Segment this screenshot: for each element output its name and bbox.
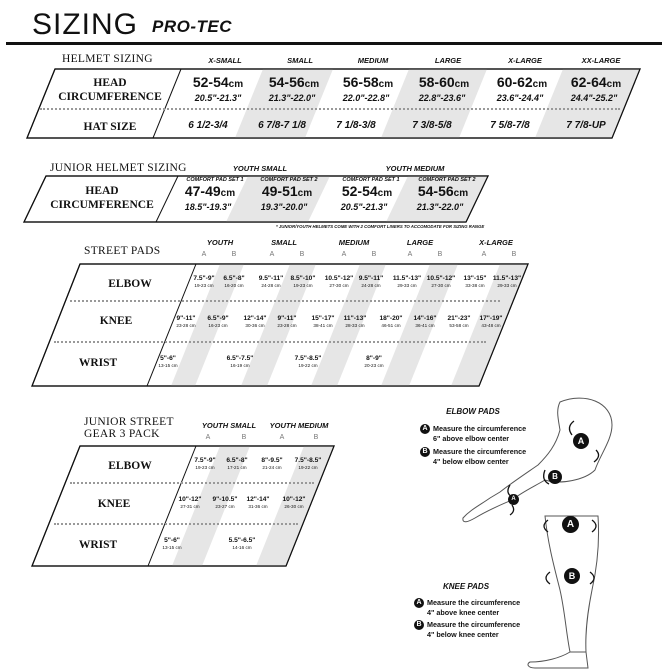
street-ab-b: B (437, 251, 443, 258)
street-elbow-large-a: 11.5"-13" 29-33 cm (392, 275, 422, 288)
street-row-elbow: ELBOW (108, 278, 152, 290)
street-size-medium: MEDIUM (338, 238, 370, 247)
street-size-youth: YOUTH (206, 238, 234, 247)
junior-pad-4: COMFORT PAD SET 2 (418, 177, 476, 183)
helmet-size-xl: X-LARGE (508, 56, 542, 65)
jstreet-title-2: GEAR 3 PACK (84, 428, 160, 440)
junior-pad-1: COMFORT PAD SET 1 (186, 177, 244, 183)
helmet-cm-xs: 52-54cm (192, 74, 244, 90)
jstreet-row-knee: KNEE (97, 498, 131, 510)
street-knee-large-a: 18"-20" 46-51 cm (379, 315, 403, 328)
street-wrist-youth: 5"-6" 13-15 cm (158, 355, 178, 368)
junior-in-2: 19.3"-20.0" (260, 202, 308, 212)
jstreet-size-ym: YOUTH MEDIUM (269, 421, 329, 430)
junior-cm-1: 47-49cm (184, 183, 236, 199)
helmet-hat-l: 7 3/8-5/8 (412, 120, 452, 131)
page-title: SIZING (32, 8, 139, 41)
jstreet-ab-b: B (241, 434, 247, 441)
knee-legend-b: B Measure the circumference 4" below knee center (414, 620, 544, 639)
street-knee-xl-b: 17"-19" 43-48 cm (479, 315, 503, 328)
junior-row-head: HEAD CIRCUMFERENCE (50, 185, 154, 211)
junior-in-4: 21.3"-22.0" (416, 202, 464, 212)
street-divider-1 (70, 300, 500, 302)
helmet-in-s: 21.3"-22.0" (268, 93, 316, 103)
helmet-row-head: HEAD CIRCUMFERENCE (58, 77, 162, 103)
junior-pad-3: COMFORT PAD SET 1 (342, 177, 400, 183)
helmet-size-s: SMALL (287, 56, 313, 65)
jstreet-ab-a: A (205, 434, 211, 441)
helmet-cm-s: 54-56cm (268, 74, 320, 90)
street-knee-med-b: 11"-13" 28-33 cm (343, 315, 367, 328)
helmet-hat-xxl: 7 7/8-UP (566, 120, 606, 131)
street-ab-a: A (481, 251, 487, 258)
street-ab-b: B (511, 251, 517, 258)
elbow-legend-title: ELBOW PADS (446, 407, 500, 416)
brand-logo: PRO-TEC (152, 17, 232, 36)
street-size-small: SMALL (271, 238, 297, 247)
street-divider-2 (54, 341, 486, 343)
helmet-cm-xl: 60-62cm (496, 74, 548, 90)
jstreet-elbow-ys-a: 7.5"-9" 19-23 cm (194, 457, 216, 470)
helmet-hat-s: 6 7/8-7 1/8 (258, 120, 306, 131)
helmet-size-xs: X-SMALL (208, 56, 242, 65)
street-knee-small-b: 9"-11" 23-28 cm (277, 315, 297, 328)
street-elbow-small-b: 8.5"-10" 19-23 cm (290, 275, 316, 288)
elbow-legend-b: B Measure the circumference 4" below elbow center (420, 447, 550, 466)
helmet-in-xxl: 24.4"-25.2" (570, 93, 618, 103)
street-wrist-medium: 7.5"-8.5" 19-22 cm (294, 355, 322, 368)
street-elbow-xl-b: 11.5"-13" 29-33 cm (492, 275, 522, 288)
helmet-hat-m: 7 1/8-3/8 (336, 120, 376, 131)
street-knee-small-a: 12"-14" 30-36 cm (243, 315, 267, 328)
street-knee-youth-a: 9"-11" 23-28 cm (176, 315, 196, 328)
junior-in-1: 18.5"-19.3" (184, 202, 232, 212)
leg-illustration (528, 516, 599, 668)
junior-in-3: 20.5"-21.3" (340, 202, 388, 212)
elbow-legend-a: A Measure the circumference 6" above elbow center (420, 424, 550, 443)
street-wrist-small: 6.5"-7.5" 16-19 cm (226, 355, 254, 368)
jstreet-elbow-ys-b: 6.5"-8" 17-21 cm (226, 457, 248, 470)
street-ab-a: A (341, 251, 347, 258)
helmet-dotted-divider (40, 108, 620, 110)
street-elbow-xl-a: 13"-15" 33-38 cm (463, 275, 487, 288)
street-knee-youth-b: 6.5"-9" 16-23 cm (207, 315, 229, 328)
street-knee-xl-a: 21"-23" 53-58 cm (447, 315, 471, 328)
street-elbow-large-b: 10.5"-12" 27-30 cm (426, 275, 456, 288)
helmet-in-xl: 23.6"-24.4" (496, 93, 544, 103)
street-elbow-small-a: 9.5"-11" 24-28 cm (258, 275, 284, 288)
street-elbow-med-b: 9.5"-11" 24-28 cm (358, 275, 384, 288)
helmet-size-m: MEDIUM (357, 56, 389, 65)
helmet-in-m: 22.0"-22.8" (342, 93, 390, 103)
jstreet-wrist-ym: 5.5"-6.5" 14-16 cm (228, 537, 256, 550)
helmet-in-xs: 20.5"-21.3" (194, 93, 242, 103)
street-knee-large-b: 14"-16" 36-41 cm (413, 315, 437, 328)
helmet-in-l: 22.8"-23.6" (418, 93, 466, 103)
jstreet-row-elbow: ELBOW (108, 460, 152, 472)
street-elbow-youth-b: 6.5"-8" 16-20 cm (223, 275, 245, 288)
jstreet-divider-2 (54, 523, 298, 525)
junior-size-ym: YOUTH MEDIUM (385, 164, 445, 173)
badge-b-icon: B (420, 447, 430, 457)
street-elbow-youth-a: 7.5"-9" 19-23 cm (193, 275, 215, 288)
junior-cm-3: 52-54cm (341, 183, 393, 199)
street-size-large: LARGE (406, 238, 434, 247)
jstreet-elbow-ym-b: 7.5"-8.5" 19-22 cm (294, 457, 322, 470)
helmet-row-hat: HAT SIZE (83, 121, 137, 133)
street-row-knee: KNEE (99, 315, 133, 327)
jstreet-wrist-ys: 5"-6" 13-15 cm (162, 537, 182, 550)
junior-cm-2: 49-51cm (261, 183, 313, 199)
leg-marker-b-icon: B (564, 568, 580, 584)
badge-a-icon: A (414, 598, 424, 608)
street-ab-b: B (231, 251, 237, 258)
helmet-hat-xl: 7 5/8-7/8 (490, 120, 530, 131)
jstreet-divider-1 (70, 482, 314, 484)
knee-legend-title: KNEE PADS (442, 582, 490, 591)
jstreet-knee-ym-b: 10"-12" 26-30 cm (282, 496, 306, 509)
street-size-xl: X-LARGE (479, 238, 513, 247)
helmet-size-xxl: XX-LARGE (581, 56, 621, 65)
street-ab-b: B (371, 251, 377, 258)
street-elbow-med-a: 10.5"-12" 27-30 cm (324, 275, 354, 288)
jstreet-title-1: JUNIOR STREET (84, 416, 174, 428)
jstreet-knee-ys-a: 10"-12" 27-31 cm (178, 496, 202, 509)
street-title: STREET PADS (84, 245, 161, 257)
junior-size-ys: YOUTH SMALL (232, 164, 288, 173)
helmet-section-title: HELMET SIZING (62, 53, 153, 65)
arm-marker-a-icon: A (573, 433, 589, 449)
arm-marker-b-icon: B (548, 470, 562, 484)
badge-a-icon: A (420, 424, 430, 434)
junior-cm-4: 54-56cm (417, 183, 469, 199)
street-ab-a: A (407, 251, 413, 258)
jstreet-row-wrist: WRIST (78, 539, 118, 551)
helmet-size-l: LARGE (434, 56, 462, 65)
jstreet-knee-ym-a: 12"-14" 31-36 cm (246, 496, 270, 509)
helmet-hat-xs: 6 1/2-3/4 (188, 120, 228, 131)
leg-marker-a-icon: A (562, 516, 579, 533)
street-row-wrist: WRIST (78, 357, 118, 369)
wrist-marker-icon: A (508, 494, 519, 505)
badge-b-icon: B (414, 620, 424, 630)
jstreet-ab-a: A (279, 434, 285, 441)
jstreet-elbow-ym-a: 8"-9.5" 21-24 cm (261, 457, 283, 470)
helmet-cm-l: 58-60cm (418, 74, 470, 90)
jstreet-knee-ys-b: 9"-10.5" 23-27 cm (212, 496, 238, 509)
street-knee-med-a: 15"-17" 38-41 cm (311, 315, 335, 328)
junior-helmet-title: JUNIOR HELMET SIZING (50, 162, 187, 174)
street-ab-a: A (269, 251, 275, 258)
helmet-cm-xxl: 62-64cm (570, 74, 622, 90)
street-ab-a: A (201, 251, 207, 258)
junior-footnote: * JUNIOR/YOUTH HELMETS COME WITH 2 COMFORT LINERS TO ACCOMODATE FOR SIZING RANGE (276, 224, 485, 229)
jstreet-ab-b: B (313, 434, 319, 441)
jstreet-size-ys: YOUTH SMALL (201, 421, 257, 430)
knee-legend-a: A Measure the circumference 4" above knee center (414, 598, 544, 617)
street-ab-b: B (299, 251, 305, 258)
street-wrist-large: 8"-9" 20-23 cm (364, 355, 384, 368)
junior-pad-2: COMFORT PAD SET 2 (260, 177, 318, 183)
header-rule (6, 42, 662, 45)
helmet-cm-m: 56-58cm (342, 74, 394, 90)
